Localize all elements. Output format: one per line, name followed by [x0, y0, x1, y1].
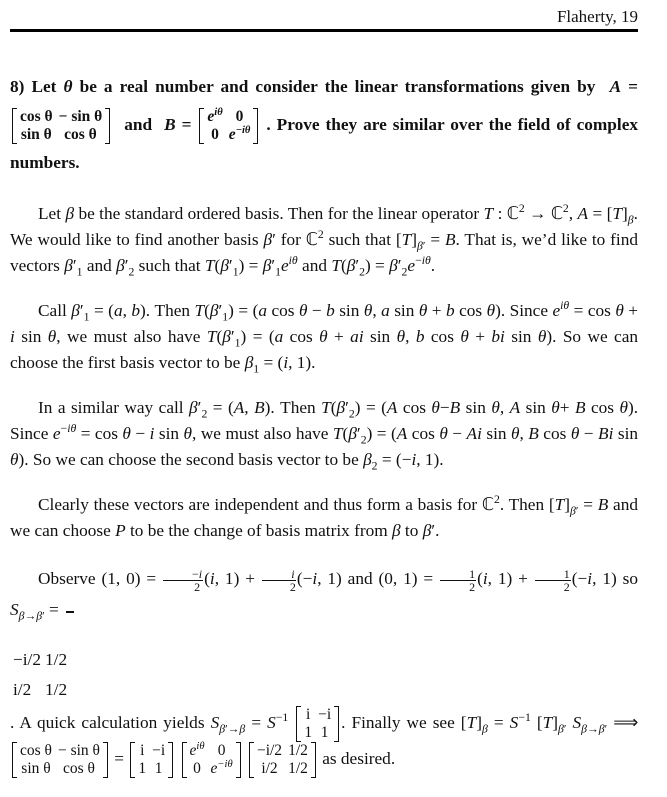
problem-conclusion: . Prove they are similar over the field of complex numbers.: [10, 115, 639, 173]
matrix-a-label: A: [609, 77, 622, 96]
matrix-s-inverse: i −i 1 1: [296, 706, 339, 742]
running-head: Flaherty, 19: [556, 7, 638, 26]
paragraph-1: Let β be the standard ordered basis. Then for the linear operator T : ℂ$^2$ → ℂ$^2$, $A = [T]_\beta$. We would like to find another basis β′ for ℂ$^2$ such that $[T]_{\beta'} = B$. That is, we’d like to find vectors $\beta'_1$ and $\beta'_2$ such that $T(\beta'_1) = \beta'_1e^{i\theta}$ and $T(\beta'_2) = \beta'_2e^{-i\theta}$.: [10, 202, 639, 279]
paragraph-4: Clearly these vectors are independent and thus form a basis for ℂ$^2$. Then $[T]_{\beta'} = B$ and we can choose P to be the change of basis matrix from β to β′.: [10, 493, 639, 541]
problem-intro: be a real number and consider the linear transformations given by: [79, 77, 596, 96]
document-body: 8) Let θ be a real number and consider the linear transformations given by A = cos θ − sin θ sin θ cos θ and B = $e^{i\theta}$ 0 0 $e^{-i\theta}$ . Prove they are similar over the field of complex numbers. Let β be the standard ordered basis. Then for the linear operator T : ℂ$^2$ → ℂ$^2$, $A = [T]_\beta$. We would like to find another basis β′ for ℂ$^2$ such that $[T]_{\beta'} = B$. That is, we’d like to find vectors $\beta'_1$ and $\beta'_2$ such that $T(\beta'_1) = \beta'_1e^{i\theta}$ and $T(\beta'_2) = \beta'_2e^{-i\theta}$. Call $\beta'_1 = (a$, b). Then $T(\beta'_1) = (a$ cos θ − b sin θ, a sin θ + b cos θ). Since $e^{i\theta} = \cos \theta + i$ sin θ, we must also have $T(\beta'_1) = (a$ cos θ + ai sin θ, b cos θ + bi sin θ). So we can choose the first basis vector to be $\beta_1 = (i$, 1). In a similar way call $\beta'_2 = (A$, B). Then $T(\beta'_2) = (A$ cos θ−B sin θ, A sin θ+ B cos θ). Since $e^{-i\theta} = \cos \theta - i$ sin θ, we must also have $T(\beta'_2) = (A$ cos θ − Ai sin θ, B cos θ − Bi sin θ). So we can choose the second basis vector to be $\beta_2 = (-i$, 1). Clearly these vectors are independent and thus form a basis for ℂ$^2$. Then $[T]_{\beta'} = B$ and we can choose P to be the change of basis matrix from β to β′. Observe (1, 0) = $\frac{-i}{2}$ (i, 1) + $\frac{i}{2}$ (−i, 1) and (0, 1) = $\frac{1}{2}$ (i, 1) + $\frac{1}{2}$ (−i, 1) so $S_{\beta\to\beta'}$ = −i/2 1/2 i/2 1/2 . A quick calculation yields $S_{\beta'\to\beta} = S^{-1}$ i −i 1 1 . Finally we see $[T]_\beta = S^{-1}$ $[T]_{\beta'}$ $S_{\beta\to\beta'}$ ⟹ cos θ − sin θ sin θ cos θ = i −i 1 1 $e^{i\theta}$ 0 0 $e^{-i\theta}$ −i/2 1/2 i/2 1/2 as desired.: [10, 68, 638, 797]
matrix-b: $e^{i\theta}$ 0 0 $e^{-i\theta}$: [199, 108, 258, 144]
paragraph-3: In a similar way call $\beta'_2 = (A$, B). Then $T(\beta'_2) = (A$ cos θ−B sin θ, A sin θ+ B cos θ). Since $e^{-i\theta} = \cos \theta - i$ sin θ, we must also have $T(\beta'_2) = (A$ cos θ − Ai sin θ, B cos θ − Bi sin θ). So we can choose the second basis vector to be $\beta_2 = (-i$, 1).: [10, 398, 639, 473]
matrix-sinv-final: i −i 1 1: [130, 742, 173, 778]
matrix-s-final: −i/2 1/2 i/2 1/2: [249, 742, 316, 778]
paragraph-2: Call $\beta'_1 = (a$, b). Then $T(\beta'_1) = (a$ cos θ − b sin θ, a sin θ + b cos θ). Since $e^{i\theta} = \cos \theta + i$ sin θ, we must also have $T(\beta'_1) = (a$ cos θ + ai sin θ, b cos θ + bi sin θ). So we can choose the first basis vector to be $\beta_1 = (i$, 1).: [10, 299, 639, 376]
matrix-a: cos θ − sin θ sin θ cos θ: [12, 108, 110, 144]
matrix-a-final: cos θ − sin θ sin θ cos θ: [12, 742, 108, 778]
header-rule: [10, 29, 638, 32]
matrix-b-label: B: [164, 115, 176, 134]
document-page: [10, 0, 639, 778]
problem-statement: 8) Let θ be a real number and consider the linear transformations given by A = cos θ − sin θ sin θ cos θ and B = $e^{i\theta}$ 0 0 $e^{-i\theta}$ . Prove they are similar over the field of complex numbers.: [10, 77, 639, 173]
matrix-d-final: $e^{i\theta}$ 0 0 $e^{-i\theta}$: [182, 742, 241, 778]
paragraph-5: Observe (1, 0) = $\frac{-i}{2}$ (i, 1) + $\frac{i}{2}$ (−i, 1) and (0, 1) = $\frac{1}{2}$ (i, 1) + $\frac{1}{2}$ (−i, 1) so $S_{\beta\to\beta'}$ =: [10, 566, 638, 623]
